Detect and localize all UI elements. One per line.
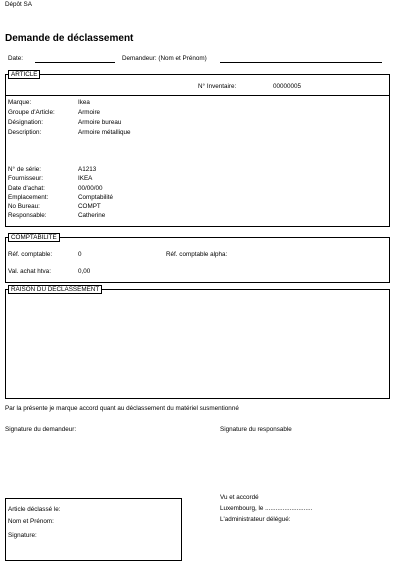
raison-legend: RAISON DU DECLASSEMENT bbox=[8, 285, 102, 294]
downgraded-date-label: Article déclassé le: bbox=[8, 506, 61, 513]
field-label: Emplacement: bbox=[8, 194, 49, 201]
ref-comptable-value: 0 bbox=[78, 251, 82, 258]
field-label: Groupe d'Article: bbox=[8, 109, 55, 116]
inventory-label: N° Inventaire: bbox=[198, 83, 237, 90]
article-legend: ARTICLE bbox=[8, 70, 40, 79]
ref-comptable-label: Réf. comptable: bbox=[8, 251, 53, 258]
field-label: Date d'achat: bbox=[8, 185, 45, 192]
field-date-achat bbox=[8, 185, 103, 193]
article-section bbox=[5, 74, 390, 227]
field-bureau bbox=[8, 203, 101, 211]
raison-section[interactable] bbox=[5, 289, 390, 399]
field-value: COMPT bbox=[78, 203, 101, 210]
date-label: Date: bbox=[8, 55, 24, 62]
htva-label: Val. achat htva: bbox=[8, 268, 51, 275]
field-label: Description: bbox=[8, 129, 42, 136]
field-value: IKEA bbox=[78, 175, 93, 182]
approval-line3: L'administrateur délégué: bbox=[220, 516, 291, 523]
field-fournisseur bbox=[8, 175, 93, 183]
field-value: Catherine bbox=[78, 212, 106, 219]
field-value: Ikea bbox=[78, 99, 90, 106]
field-label: Responsable: bbox=[8, 212, 47, 219]
agreement-text: Par la présente je marque accord quant au déclassement du matériel susmentionné bbox=[5, 405, 239, 412]
field-designation bbox=[8, 119, 122, 127]
field-label: Fournisseur: bbox=[8, 175, 43, 182]
downgraded-signature-label: Signature: bbox=[8, 532, 37, 539]
field-value: Armoire bureau bbox=[78, 119, 122, 126]
approval-line2: Luxembourg, le ........................... bbox=[220, 505, 313, 512]
date-line[interactable] bbox=[35, 62, 115, 63]
requester-line[interactable] bbox=[220, 62, 382, 63]
downgraded-name-label: Nom et Prénom: bbox=[8, 518, 54, 525]
field-label: Marque: bbox=[8, 99, 32, 106]
field-value: Comptabilité bbox=[78, 194, 113, 201]
field-label: Désignation: bbox=[8, 119, 44, 126]
article-divider bbox=[5, 95, 390, 96]
company-name: Dépôt SA bbox=[5, 1, 32, 8]
page-title: Demande de déclassement bbox=[5, 33, 134, 44]
field-value: 00/00/00 bbox=[78, 185, 103, 192]
requester-signature-label: Signature du demandeur: bbox=[5, 426, 77, 433]
inventory-value: 00000005 bbox=[273, 83, 302, 90]
field-label: N° de série: bbox=[8, 166, 41, 173]
field-emplacement bbox=[8, 194, 113, 202]
ref-alpha-label: Réf. comptable alpha: bbox=[166, 251, 228, 258]
comptabilite-section bbox=[5, 237, 390, 283]
comptabilite-legend: COMPTABILITE bbox=[8, 233, 60, 242]
field-groupe bbox=[8, 109, 101, 117]
field-value: Armoire métallique bbox=[78, 129, 131, 136]
field-value: Armoire bbox=[78, 109, 101, 116]
field-serie bbox=[8, 166, 97, 174]
field-description bbox=[8, 129, 131, 137]
field-responsable bbox=[8, 212, 106, 220]
field-marque bbox=[8, 99, 90, 107]
requester-label: Demandeur: (Nom et Prénom) bbox=[122, 55, 207, 62]
manager-signature-label: Signature du responsable bbox=[220, 426, 292, 433]
field-value: A1213 bbox=[78, 166, 97, 173]
htva-value: 0,00 bbox=[78, 268, 91, 275]
field-label: No Bureau: bbox=[8, 203, 40, 210]
approval-line1: Vu et accordé bbox=[220, 494, 259, 501]
